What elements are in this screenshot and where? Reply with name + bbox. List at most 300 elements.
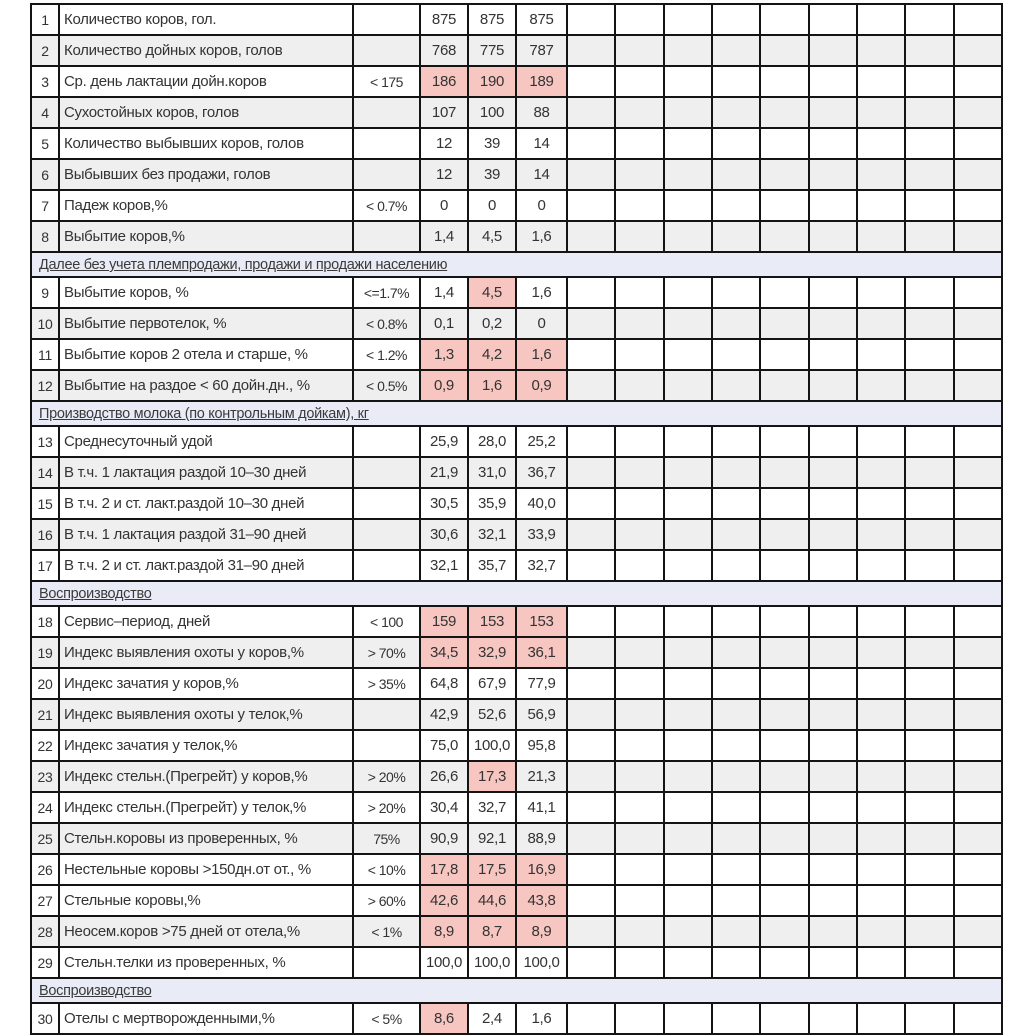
threshold-cell	[353, 947, 420, 978]
empty-value-cell	[615, 4, 663, 35]
metric-row	[31, 916, 1002, 947]
threshold-cell	[353, 699, 420, 730]
metric-row	[31, 370, 1002, 401]
empty-value-cell	[905, 699, 953, 730]
empty-value-cell	[809, 159, 857, 190]
threshold-cell: < 10%	[353, 854, 420, 885]
value-cell: 1,4	[420, 221, 468, 252]
empty-value-cell	[905, 730, 953, 761]
threshold-cell: > 20%	[353, 792, 420, 823]
empty-value-cell	[809, 1003, 857, 1034]
threshold-cell	[353, 221, 420, 252]
empty-value-cell	[857, 947, 905, 978]
metric-name-cell: Отелы с мертворожденными,%	[59, 1003, 353, 1034]
empty-value-cell	[712, 730, 760, 761]
value-cell: 14	[516, 128, 567, 159]
value-cell: 1,6	[516, 339, 567, 370]
value-cell: 775	[468, 35, 516, 66]
empty-value-cell	[954, 761, 1002, 792]
empty-value-cell	[905, 519, 953, 550]
metric-name-cell: Количество коров, гол.	[59, 4, 353, 35]
value-cell: 30,5	[420, 488, 468, 519]
empty-value-cell	[615, 792, 663, 823]
empty-value-cell	[615, 457, 663, 488]
empty-value-cell	[712, 97, 760, 128]
empty-value-cell	[809, 854, 857, 885]
metrics-table-body	[31, 4, 1002, 1034]
empty-value-cell	[712, 128, 760, 159]
empty-value-cell	[954, 854, 1002, 885]
row-number-cell: 1	[31, 4, 59, 35]
value-cell: 159	[420, 606, 468, 637]
value-cell: 787	[516, 35, 567, 66]
empty-value-cell	[954, 699, 1002, 730]
empty-value-cell	[857, 308, 905, 339]
empty-value-cell	[567, 606, 615, 637]
empty-value-cell	[615, 159, 663, 190]
empty-value-cell	[760, 488, 808, 519]
value-cell: 75,0	[420, 730, 468, 761]
value-cell: 25,9	[420, 426, 468, 457]
empty-value-cell	[954, 159, 1002, 190]
empty-value-cell	[760, 221, 808, 252]
empty-value-cell	[712, 308, 760, 339]
value-cell: 21,9	[420, 457, 468, 488]
empty-value-cell	[567, 35, 615, 66]
threshold-cell	[353, 550, 420, 581]
empty-value-cell	[567, 66, 615, 97]
row-number-cell: 16	[31, 519, 59, 550]
value-cell: 17,5	[468, 854, 516, 885]
empty-value-cell	[905, 606, 953, 637]
empty-value-cell	[664, 4, 712, 35]
empty-value-cell	[857, 916, 905, 947]
empty-value-cell	[809, 221, 857, 252]
empty-value-cell	[567, 159, 615, 190]
empty-value-cell	[857, 761, 905, 792]
value-cell: 1,3	[420, 339, 468, 370]
metric-name-cell: Индекс стельн.(Прегрейт) у телок,%	[59, 792, 353, 823]
empty-value-cell	[760, 519, 808, 550]
empty-value-cell	[954, 668, 1002, 699]
empty-value-cell	[615, 550, 663, 581]
row-number-cell: 2	[31, 35, 59, 66]
empty-value-cell	[857, 35, 905, 66]
empty-value-cell	[567, 221, 615, 252]
empty-value-cell	[809, 4, 857, 35]
empty-value-cell	[954, 277, 1002, 308]
empty-value-cell	[664, 488, 712, 519]
empty-value-cell	[664, 637, 712, 668]
empty-value-cell	[567, 97, 615, 128]
empty-value-cell	[567, 4, 615, 35]
metric-name-cell: Выбытие первотелок, %	[59, 308, 353, 339]
value-cell: 0	[516, 190, 567, 221]
empty-value-cell	[712, 159, 760, 190]
empty-value-cell	[615, 35, 663, 66]
empty-value-cell	[809, 457, 857, 488]
empty-value-cell	[615, 699, 663, 730]
empty-value-cell	[615, 221, 663, 252]
row-number-cell: 29	[31, 947, 59, 978]
metric-name-cell: Выбытие коров, %	[59, 277, 353, 308]
empty-value-cell	[712, 550, 760, 581]
threshold-cell: <=1.7%	[353, 277, 420, 308]
empty-value-cell	[712, 637, 760, 668]
empty-value-cell	[954, 1003, 1002, 1034]
value-cell: 2,4	[468, 1003, 516, 1034]
empty-value-cell	[809, 668, 857, 699]
metric-row	[31, 761, 1002, 792]
empty-value-cell	[664, 668, 712, 699]
empty-value-cell	[664, 221, 712, 252]
empty-value-cell	[712, 668, 760, 699]
empty-value-cell	[809, 190, 857, 221]
row-number-cell: 3	[31, 66, 59, 97]
value-cell: 875	[420, 4, 468, 35]
empty-value-cell	[664, 823, 712, 854]
value-cell: 14	[516, 159, 567, 190]
value-cell: 43,8	[516, 885, 567, 916]
threshold-cell: < 0.8%	[353, 308, 420, 339]
metric-name-cell: Выбытие коров 2 отела и старше, %	[59, 339, 353, 370]
threshold-cell: < 0.5%	[353, 370, 420, 401]
empty-value-cell	[712, 190, 760, 221]
metric-name-cell: Индекс зачатия у коров,%	[59, 668, 353, 699]
value-cell: 39	[468, 159, 516, 190]
empty-value-cell	[809, 885, 857, 916]
metric-row	[31, 4, 1002, 35]
row-number-cell: 19	[31, 637, 59, 668]
empty-value-cell	[760, 823, 808, 854]
empty-value-cell	[857, 190, 905, 221]
empty-value-cell	[567, 761, 615, 792]
empty-value-cell	[664, 277, 712, 308]
metric-name-cell: Стельн.телки из проверенных, %	[59, 947, 353, 978]
empty-value-cell	[664, 308, 712, 339]
empty-value-cell	[809, 370, 857, 401]
empty-value-cell	[857, 339, 905, 370]
metric-name-cell: Количество выбывших коров, голов	[59, 128, 353, 159]
empty-value-cell	[857, 221, 905, 252]
empty-value-cell	[905, 370, 953, 401]
empty-value-cell	[857, 699, 905, 730]
threshold-cell	[353, 35, 420, 66]
row-number-cell: 21	[31, 699, 59, 730]
empty-value-cell	[809, 761, 857, 792]
empty-value-cell	[615, 947, 663, 978]
empty-value-cell	[760, 426, 808, 457]
empty-value-cell	[712, 221, 760, 252]
metric-name-cell: Ср. день лактации дойн.коров	[59, 66, 353, 97]
empty-value-cell	[615, 519, 663, 550]
value-cell: 100,0	[468, 730, 516, 761]
empty-value-cell	[664, 339, 712, 370]
value-cell: 32,1	[468, 519, 516, 550]
value-cell: 1,4	[420, 277, 468, 308]
empty-value-cell	[857, 854, 905, 885]
empty-value-cell	[664, 35, 712, 66]
metric-row	[31, 488, 1002, 519]
empty-value-cell	[809, 730, 857, 761]
threshold-cell	[353, 519, 420, 550]
value-cell: 67,9	[468, 668, 516, 699]
metric-row	[31, 823, 1002, 854]
metric-name-cell: В т.ч. 1 лактация раздой 10–30 дней	[59, 457, 353, 488]
empty-value-cell	[615, 668, 663, 699]
empty-value-cell	[712, 1003, 760, 1034]
value-cell: 35,7	[468, 550, 516, 581]
value-cell: 100,0	[468, 947, 516, 978]
value-cell: 4,5	[468, 221, 516, 252]
threshold-cell: < 0.7%	[353, 190, 420, 221]
empty-value-cell	[954, 488, 1002, 519]
metric-name-cell: В т.ч. 1 лактация раздой 31–90 дней	[59, 519, 353, 550]
empty-value-cell	[567, 519, 615, 550]
empty-value-cell	[905, 1003, 953, 1034]
empty-value-cell	[567, 823, 615, 854]
value-cell: 40,0	[516, 488, 567, 519]
empty-value-cell	[905, 792, 953, 823]
value-cell: 4,5	[468, 277, 516, 308]
threshold-cell: < 100	[353, 606, 420, 637]
empty-value-cell	[905, 488, 953, 519]
value-cell: 190	[468, 66, 516, 97]
value-cell: 52,6	[468, 699, 516, 730]
empty-value-cell	[664, 550, 712, 581]
metric-row	[31, 730, 1002, 761]
empty-value-cell	[809, 916, 857, 947]
empty-value-cell	[905, 550, 953, 581]
empty-value-cell	[712, 426, 760, 457]
value-cell: 64,8	[420, 668, 468, 699]
metric-name-cell: Сухостойных коров, голов	[59, 97, 353, 128]
empty-value-cell	[664, 190, 712, 221]
value-cell: 8,6	[420, 1003, 468, 1034]
threshold-cell: < 5%	[353, 1003, 420, 1034]
empty-value-cell	[760, 457, 808, 488]
metric-name-cell: В т.ч. 2 и ст. лакт.раздой 10–30 дней	[59, 488, 353, 519]
metric-name-cell: Индекс стельн.(Прегрейт) у коров,%	[59, 761, 353, 792]
empty-value-cell	[954, 221, 1002, 252]
empty-value-cell	[712, 457, 760, 488]
empty-value-cell	[954, 916, 1002, 947]
row-number-cell: 25	[31, 823, 59, 854]
metric-row	[31, 1003, 1002, 1034]
empty-value-cell	[809, 637, 857, 668]
value-cell: 32,7	[516, 550, 567, 581]
empty-value-cell	[954, 457, 1002, 488]
empty-value-cell	[760, 550, 808, 581]
empty-value-cell	[615, 308, 663, 339]
empty-value-cell	[954, 885, 1002, 916]
empty-value-cell	[615, 66, 663, 97]
threshold-cell	[353, 4, 420, 35]
row-number-cell: 12	[31, 370, 59, 401]
empty-value-cell	[567, 792, 615, 823]
metric-row	[31, 637, 1002, 668]
section-row	[31, 581, 1002, 606]
value-cell: 77,9	[516, 668, 567, 699]
empty-value-cell	[857, 637, 905, 668]
empty-value-cell	[905, 339, 953, 370]
empty-value-cell	[615, 606, 663, 637]
row-number-cell: 9	[31, 277, 59, 308]
value-cell: 17,3	[468, 761, 516, 792]
value-cell: 42,6	[420, 885, 468, 916]
empty-value-cell	[760, 277, 808, 308]
empty-value-cell	[664, 66, 712, 97]
value-cell: 12	[420, 128, 468, 159]
row-number-cell: 7	[31, 190, 59, 221]
row-number-cell: 13	[31, 426, 59, 457]
empty-value-cell	[664, 730, 712, 761]
empty-value-cell	[760, 699, 808, 730]
empty-value-cell	[857, 885, 905, 916]
empty-value-cell	[857, 606, 905, 637]
empty-value-cell	[905, 159, 953, 190]
empty-value-cell	[567, 370, 615, 401]
section-title-cell	[31, 252, 1002, 277]
empty-value-cell	[760, 1003, 808, 1034]
value-cell: 36,1	[516, 637, 567, 668]
empty-value-cell	[857, 1003, 905, 1034]
row-number-cell: 8	[31, 221, 59, 252]
empty-value-cell	[567, 854, 615, 885]
empty-value-cell	[954, 792, 1002, 823]
empty-value-cell	[905, 4, 953, 35]
section-row	[31, 401, 1002, 426]
threshold-cell: > 60%	[353, 885, 420, 916]
threshold-cell: > 35%	[353, 668, 420, 699]
empty-value-cell	[567, 277, 615, 308]
value-cell: 88	[516, 97, 567, 128]
empty-value-cell	[954, 4, 1002, 35]
empty-value-cell	[809, 277, 857, 308]
empty-value-cell	[760, 606, 808, 637]
threshold-cell: > 70%	[353, 637, 420, 668]
empty-value-cell	[809, 128, 857, 159]
empty-value-cell	[857, 730, 905, 761]
value-cell: 31,0	[468, 457, 516, 488]
empty-value-cell	[760, 730, 808, 761]
value-cell: 28,0	[468, 426, 516, 457]
empty-value-cell	[954, 519, 1002, 550]
empty-value-cell	[905, 916, 953, 947]
threshold-cell: > 20%	[353, 761, 420, 792]
section-title: Воспроизводство	[39, 983, 152, 999]
empty-value-cell	[954, 426, 1002, 457]
value-cell: 95,8	[516, 730, 567, 761]
threshold-cell	[353, 128, 420, 159]
empty-value-cell	[615, 190, 663, 221]
empty-value-cell	[905, 885, 953, 916]
empty-value-cell	[567, 426, 615, 457]
empty-value-cell	[615, 370, 663, 401]
empty-value-cell	[905, 426, 953, 457]
metric-row	[31, 221, 1002, 252]
empty-value-cell	[809, 35, 857, 66]
report-canvas	[30, 3, 1003, 1035]
threshold-cell	[353, 457, 420, 488]
section-title: Производство молока (по контрольным дойкам), кг	[39, 406, 369, 422]
metric-name-cell: Выбывших без продажи, голов	[59, 159, 353, 190]
empty-value-cell	[664, 457, 712, 488]
metric-row	[31, 457, 1002, 488]
empty-value-cell	[857, 97, 905, 128]
empty-value-cell	[760, 761, 808, 792]
empty-value-cell	[664, 699, 712, 730]
empty-value-cell	[809, 823, 857, 854]
row-number-cell: 11	[31, 339, 59, 370]
empty-value-cell	[615, 128, 663, 159]
empty-value-cell	[712, 339, 760, 370]
empty-value-cell	[857, 370, 905, 401]
value-cell: 17,8	[420, 854, 468, 885]
empty-value-cell	[712, 606, 760, 637]
empty-value-cell	[857, 426, 905, 457]
metric-name-cell: Стельные коровы,%	[59, 885, 353, 916]
empty-value-cell	[712, 35, 760, 66]
value-cell: 0,2	[468, 308, 516, 339]
metric-row	[31, 792, 1002, 823]
empty-value-cell	[809, 792, 857, 823]
empty-value-cell	[809, 426, 857, 457]
metric-name-cell: В т.ч. 2 и ст. лакт.раздой 31–90 дней	[59, 550, 353, 581]
row-number-cell: 18	[31, 606, 59, 637]
empty-value-cell	[712, 488, 760, 519]
empty-value-cell	[954, 637, 1002, 668]
empty-value-cell	[760, 66, 808, 97]
empty-value-cell	[760, 885, 808, 916]
empty-value-cell	[567, 339, 615, 370]
metric-name-cell: Индекс зачатия у телок,%	[59, 730, 353, 761]
empty-value-cell	[712, 823, 760, 854]
empty-value-cell	[857, 66, 905, 97]
empty-value-cell	[664, 426, 712, 457]
empty-value-cell	[760, 128, 808, 159]
metric-row	[31, 277, 1002, 308]
empty-value-cell	[615, 823, 663, 854]
metric-name-cell: Выбытие на раздое < 60 дойн.дн., %	[59, 370, 353, 401]
value-cell: 0,9	[420, 370, 468, 401]
row-number-cell: 5	[31, 128, 59, 159]
empty-value-cell	[954, 370, 1002, 401]
empty-value-cell	[664, 159, 712, 190]
metric-row	[31, 947, 1002, 978]
section-row	[31, 252, 1002, 277]
row-number-cell: 15	[31, 488, 59, 519]
row-number-cell: 24	[31, 792, 59, 823]
metric-row	[31, 308, 1002, 339]
empty-value-cell	[664, 97, 712, 128]
empty-value-cell	[567, 699, 615, 730]
empty-value-cell	[664, 606, 712, 637]
value-cell: 768	[420, 35, 468, 66]
empty-value-cell	[615, 426, 663, 457]
metric-row	[31, 426, 1002, 457]
empty-value-cell	[809, 97, 857, 128]
empty-value-cell	[954, 606, 1002, 637]
empty-value-cell	[664, 1003, 712, 1034]
row-number-cell: 17	[31, 550, 59, 581]
value-cell: 56,9	[516, 699, 567, 730]
empty-value-cell	[954, 66, 1002, 97]
metric-row	[31, 35, 1002, 66]
empty-value-cell	[809, 550, 857, 581]
value-cell: 90,9	[420, 823, 468, 854]
metric-row	[31, 128, 1002, 159]
